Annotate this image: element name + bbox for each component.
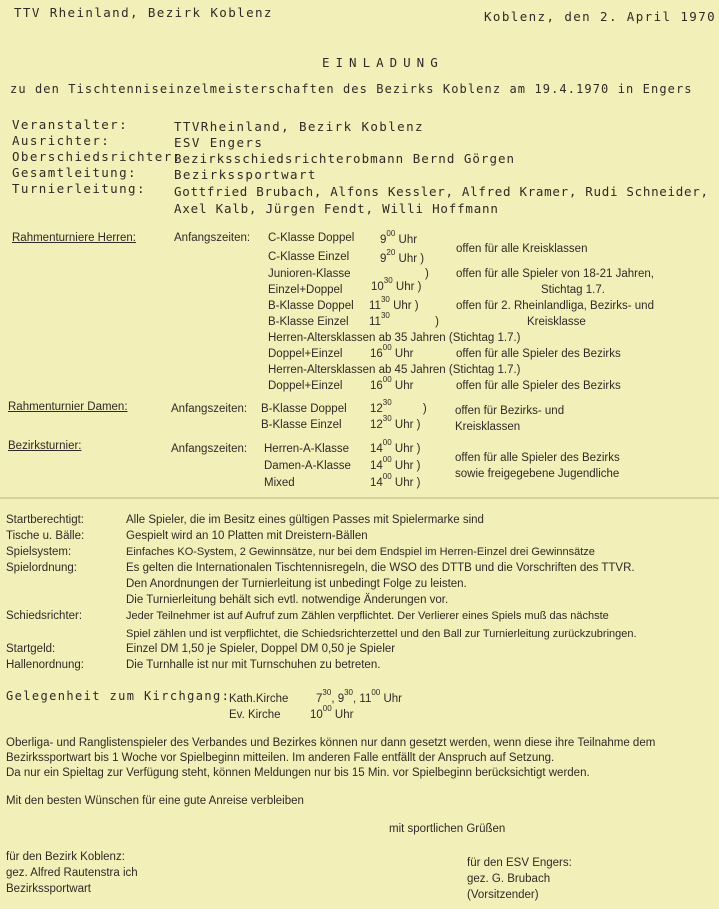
church-label: Gelegenheit zum Kirchgang: xyxy=(6,689,231,703)
event-row: Herren-Altersklassen ab 45 Jahren (Stichtag 1.7.) xyxy=(268,364,521,376)
signature-line: (Vorsitzender) xyxy=(467,889,539,901)
rule-value: Die Turnierleitung behält sich evtl. notwendige Änderungen vor. xyxy=(126,594,449,606)
paragraph-line: Da nur ein Spieltag zur Verfügung steht, können Meldungen nur bis 15 Min. vor Spielbeginn berücksichtigt werden. xyxy=(6,767,590,779)
official-value: ESV Engers xyxy=(174,135,264,150)
greeting-line: mit sportlichen Grüßen xyxy=(389,823,506,835)
rule-value: Jeder Teilnehmer ist auf Aufruf zum Zählen verpflichtet. Der Verlierer eines Spiels muß das nächste xyxy=(126,610,609,622)
rule-value: Einzel DM 1,50 je Spieler, Doppel DM 0,50 je Spieler xyxy=(126,643,396,655)
rule-label: Spielordnung: xyxy=(6,562,77,574)
event-time: $11^{30}$ Uhr ) xyxy=(369,295,419,312)
event-time: $10^{30}$ Uhr ) xyxy=(371,276,422,293)
event-time: $9^{20}$ Uhr ) xyxy=(380,248,425,265)
event-row: C-Klasse Einzel xyxy=(268,251,350,263)
event-row: Herren-Altersklassen ab 35 Jahren (Stichtag 1.7.) xyxy=(268,332,521,344)
signature-line: Bezirkssportwart xyxy=(6,883,91,895)
event-note: offen für alle Spieler des Bezirks xyxy=(456,348,621,360)
rule-value: Alle Spieler, die im Besitz eines gültigen Passes mit Spielermarke sind xyxy=(126,514,484,526)
official-label: Veranstalter: xyxy=(12,117,129,132)
event-row: B-Klasse Einzel xyxy=(268,316,349,328)
event-time: $9^{00}$ Uhr xyxy=(380,229,418,246)
church-kath-times: $7^{30}$, $9^{30}$, $11^{00}$ Uhr xyxy=(316,688,402,705)
rule-label: Spielsystem: xyxy=(6,546,72,558)
start-label: Anfangszeiten: xyxy=(171,403,248,415)
event-row: B-Klasse Doppel xyxy=(261,403,347,415)
event-row: B-Klasse Doppel xyxy=(268,300,354,312)
closing-line: Mit den besten Wünschen für eine gute Anreise verbleiben xyxy=(6,795,304,807)
event-row: Doppel+Einzel xyxy=(268,380,343,392)
church-ev-time: $10^{00}$ Uhr xyxy=(310,704,354,721)
church-kath-label: Kath.Kirche xyxy=(229,693,289,705)
event-note: offen für alle Spieler des Bezirks xyxy=(455,452,620,464)
page-title: EINLADUNG xyxy=(322,55,444,70)
event-row: Mixed xyxy=(264,477,295,489)
event-row: B-Klasse Einzel xyxy=(261,419,342,431)
signature-line: für den Bezirk Koblenz: xyxy=(6,851,125,863)
rule-label: Startberechtigt: xyxy=(6,514,84,526)
rule-label: Hallenordnung: xyxy=(6,659,85,671)
section-heading: Bezirksturnier: xyxy=(8,440,82,452)
event-note: offen für 2. Rheinlandliga, Bezirks- und xyxy=(456,300,654,312)
signature-line: gez. Alfred Rautenstra ich xyxy=(6,867,138,879)
event-row: Doppel+Einzel xyxy=(268,348,343,360)
event-time: $12^{30}$ Uhr ) xyxy=(370,414,421,431)
section-heading: Rahmenturniere Herren: xyxy=(12,232,137,244)
event-note: offen für alle Kreisklassen xyxy=(456,243,588,255)
church-ev-label: Ev. Kirche xyxy=(229,709,281,721)
rule-label: Startgeld: xyxy=(6,643,56,655)
official-label: Turnierleitung: xyxy=(12,181,146,196)
event-time: $12^{30}$ ) xyxy=(370,398,427,415)
rule-value: Einfaches KO-System, 2 Gewinnsätze, nur bei dem Endspiel im Herren-Einzel drei Gewinnsätze xyxy=(126,546,595,558)
official-value: Bezirksschiedsrichterobmann Bernd Görgen xyxy=(174,151,516,166)
paragraph-line: Oberliga- und Ranglistenspieler des Verbandes und Bezirkes können nur dann gesetzt werden, wenn diese ihre Teilnahme dem xyxy=(6,737,656,749)
event-time: $16^{00}$ Uhr xyxy=(370,343,414,360)
event-note: sowie freigegebene Jugendliche xyxy=(455,468,620,480)
page-subtitle: zu den Tischtenniseinzelmeisterschaften des Bezirks Koblenz am 19.4.1970 in Engers xyxy=(10,82,693,96)
event-time: $14^{00}$ Uhr ) xyxy=(370,455,421,472)
header-place-date: Koblenz, den 2. April 1970 xyxy=(484,9,717,24)
event-note: offen für alle Spieler von 18-21 Jahren, xyxy=(456,268,654,280)
event-note: Kreisklasse xyxy=(527,316,586,328)
signature-line: für den ESV Engers: xyxy=(467,857,572,869)
rule-value: Die Turnhalle ist nur mit Turnschuhen zu betreten. xyxy=(126,659,381,671)
event-time: $11^{30}$ ) xyxy=(369,311,439,328)
paragraph-line: Bezirkssportwart bis 1 Woche vor Spielbeginn mitteilen. Im anderen Falle entfällt der Anspruch auf Setzung. xyxy=(6,752,555,764)
official-label: Gesamtleitung: xyxy=(12,165,137,180)
start-label: Anfangszeiten: xyxy=(171,443,248,455)
event-row: Junioren-Klasse xyxy=(268,268,351,280)
rule-label: Schiedsrichter: xyxy=(6,610,83,622)
event-row: Damen-A-Klasse xyxy=(264,460,351,472)
rule-value: Den Anordnungen der Turnierleitung ist unbedingt Folge zu leisten. xyxy=(126,578,467,590)
header-org: TTV Rheinland, Bezirk Koblenz xyxy=(14,5,273,20)
signature-line: gez. G. Brubach xyxy=(467,873,551,885)
rule-value: Gespielt wird an 10 Platten mit Dreistern-Bällen xyxy=(126,530,368,542)
start-label: Anfangszeiten: xyxy=(174,232,251,244)
event-row: C-Klasse Doppel xyxy=(268,232,355,244)
event-time: $14^{00}$ Uhr ) xyxy=(370,472,421,489)
event-note: Kreisklassen xyxy=(455,421,521,433)
official-label: Ausrichter: xyxy=(12,133,111,148)
official-value: Axel Kalb, Jürgen Fendt, Willi Hoffmann xyxy=(174,201,499,216)
rule-value: Spiel zählen und ist verpflichtet, die Schiedsrichterzettel und den Ball zur Turnierleitung zurückzubringen. xyxy=(126,628,637,640)
official-value: Bezirkssportwart xyxy=(174,167,317,182)
rule-label: Tische u. Bälle: xyxy=(6,530,85,542)
event-note: offen für alle Spieler des Bezirks xyxy=(456,380,621,392)
official-value: TTVRheinland, Bezirk Koblenz xyxy=(174,119,424,134)
event-time: $14^{00}$ Uhr ) xyxy=(370,438,421,455)
event-time: $16^{00}$ Uhr xyxy=(370,375,414,392)
event-row: Einzel+Doppel xyxy=(268,284,343,296)
official-label: Oberschiedsrichter: xyxy=(12,149,182,164)
event-row: Herren-A-Klasse xyxy=(264,443,349,455)
paper-fold-top xyxy=(0,497,719,499)
event-note: Stichtag 1.7. xyxy=(541,284,605,296)
event-note: offen für Bezirks- und xyxy=(455,405,565,417)
event-time: ) xyxy=(425,268,429,280)
official-value: Gottfried Brubach, Alfons Kessler, Alfred Kramer, Rudi Schneider, xyxy=(174,184,709,199)
rule-value: Es gelten die Internationalen Tischtennisregeln, die WSO des DTTB und die Vorschriften des TTVR. xyxy=(126,562,635,574)
section-heading: Rahmenturnier Damen: xyxy=(8,401,128,413)
